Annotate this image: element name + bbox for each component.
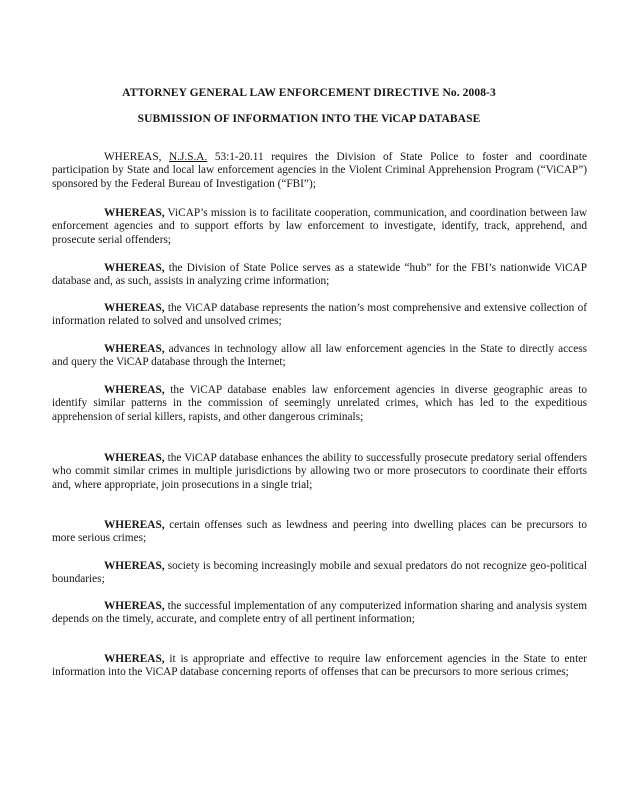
statute-citation: N.J.S.A. <box>169 151 208 163</box>
paragraph-text: it is appropriate and effective to require law enforcement agencies in the State to enter information into the ViCAP database concerning reports of offenses that can be precursors to more serious crimes; <box>52 653 587 679</box>
whereas-lead: WHEREAS, <box>104 151 162 163</box>
directive-subtitle: SUBMISSION OF INFORMATION INTO THE ViCAP DATABASE <box>137 113 481 125</box>
whereas-lead: WHEREAS, <box>104 560 165 572</box>
paragraph-text: certain offenses such as lewdness and peering into dwelling places can be precursors to more serious crimes; <box>52 519 587 545</box>
paragraph-text: the ViCAP database represents the nation’s most comprehensive and extensive collection of information related to solved and unsolved crimes; <box>52 302 587 328</box>
paragraph-text: the Division of State Police serves as a statewide “hub” for the FBI’s nationwide ViCAP database and, as such, assists in analyzing crime information; <box>52 262 587 288</box>
whereas-lead: WHEREAS, <box>104 600 165 612</box>
whereas-paragraph <box>52 151 587 191</box>
whereas-lead: WHEREAS, <box>104 452 165 464</box>
whereas-paragraph <box>52 600 587 627</box>
whereas-lead: WHEREAS, <box>104 262 165 274</box>
paragraph-text: the ViCAP database enhances the ability to successfully prosecute predatory serial offenders who commit similar crimes in multiple jurisdictions by allowing two or more prosecutors to coordinate their efforts and, where appropriate, join prosecutions in a single trial; <box>52 452 587 491</box>
paragraph-text: the ViCAP database enables law enforcement agencies in diverse geographic areas to identify similar patterns in the commission of seemingly unrelated crimes, which has led to the expeditious apprehension of serial killers, rapists, and other dangerous criminals; <box>52 384 587 423</box>
whereas-paragraph <box>52 343 587 370</box>
paragraph-text: 53:1-20.11 requires the Division of State Police to foster and coordinate participation by State and local law enforcement agencies in the Violent Criminal Apprehension Program (“ViCAP”) sponsored by the Federal Bureau of Investigation (“FBI”); <box>52 151 588 190</box>
whereas-paragraph <box>52 262 587 289</box>
paragraph-text: ViCAP’s mission is to facilitate cooperation, communication, and coordination between law enforcement agencies and to support efforts by law enforcement to investigate, identify, track, apprehend, and prosecute serial offenders; <box>52 207 587 246</box>
whereas-paragraph <box>52 560 587 587</box>
paragraph-text: advances in technology allow all law enforcement agencies in the State to directly access and query the ViCAP database through the Internet; <box>52 343 587 369</box>
whereas-paragraph <box>52 519 587 546</box>
whereas-paragraph <box>52 302 587 329</box>
whereas-paragraph <box>52 452 587 492</box>
whereas-lead: WHEREAS, <box>104 343 165 355</box>
whereas-paragraph <box>52 384 587 424</box>
paragraph-text: the successful implementation of any computerized information sharing and analysis system depends on the timely, accurate, and complete entry of all pertinent information; <box>52 600 587 626</box>
whereas-lead: WHEREAS, <box>104 653 165 665</box>
whereas-paragraph <box>52 207 587 247</box>
whereas-lead: WHEREAS, <box>104 302 165 314</box>
whereas-paragraph <box>52 653 587 680</box>
directive-title: ATTORNEY GENERAL LAW ENFORCEMENT DIRECTIVE No. 2008-3 <box>122 87 496 99</box>
whereas-lead: WHEREAS, <box>104 384 165 396</box>
whereas-lead: WHEREAS, <box>104 519 165 531</box>
whereas-lead: WHEREAS, <box>104 207 165 219</box>
paragraph-text: society is becoming increasingly mobile and sexual predators do not recognize geo-political boundaries; <box>52 560 587 586</box>
